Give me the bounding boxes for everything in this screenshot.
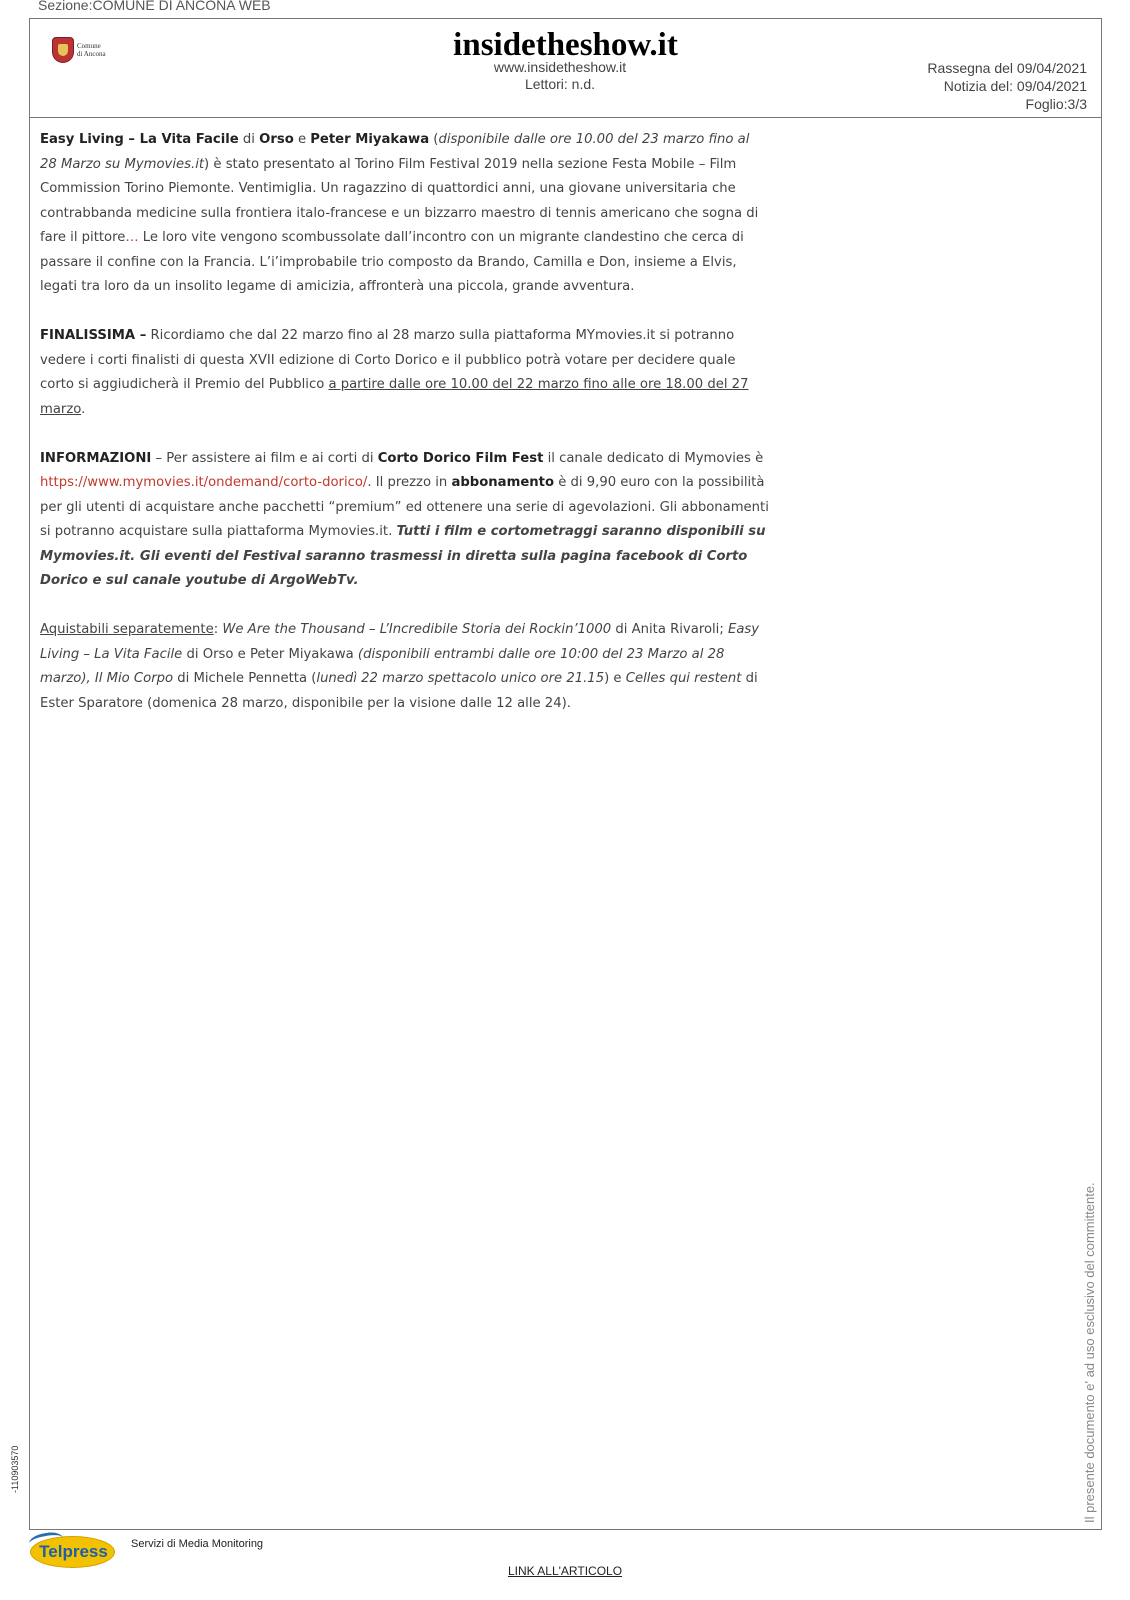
media-monitoring-label: Servizi di Media Monitoring	[131, 1538, 264, 1550]
masthead-title: insidetheshow.it	[453, 27, 678, 63]
logo-text-line-1: Comune	[77, 42, 101, 50]
article-link[interactable]: LINK ALL'ARTICOLO	[507, 1564, 623, 1578]
section-label: Sezione:COMUNE DI ANCONA WEB	[38, 0, 271, 13]
mymovies-link[interactable]: https://www.mymovies.it/ondemand/corto-dorico/	[40, 475, 368, 490]
document-id: -110903570	[10, 1445, 20, 1493]
foglio-page: Foglio:3/3	[1025, 96, 1087, 112]
logo-text-line-2: di Ancona	[77, 50, 106, 58]
paragraph-aquistabili: Aquistabili separatemente: We Are the Thousand – L’Incredibile Storia dei Rockin’1000 di Anita Rivaroli; Easy Living – La Vita Facile di Orso e Peter Miyakawa (disponibili entrambi dalle ore 10:00 del 23 Marzo al 28 marzo), Il Mio Corpo di Michele Pennetta (lunedì 22 marzo spettacolo unico ore 21.15) e Celles qui restent di Ester Sparatore (domenica 28 marzo, disponibile per la visione dalle 12 alle 24).	[40, 622, 760, 711]
readers-count: Lettori: n.d.	[524, 76, 596, 92]
rassegna-date: Rassegna del 09/04/2021	[927, 60, 1087, 76]
paragraph-informazioni: INFORMAZIONI – Per assistere ai film e ai corti di Corto Dorico Film Fest il canale dedicato di Mymovies è https://www.mymovies.it/ondemand/corto-dorico/. Il prezzo in abbonamento è di 9,90 euro con la possibilità per gli utenti di acquistare anche pacchetti “premium” ed ottenere una serie di agevolazioni. Gli abbonamenti si potranno acquistare sulla piattaforma Mymovies.it. Tutti i film e cortometraggi saranno disponibili su Mymovies.it. Gli eventi del Festival saranno trasmessi in diretta sulla pagina facebook di Corto Dorico e sul canale youtube di ArgoWebTv.	[40, 450, 769, 588]
site-url: www.insidetheshow.it	[493, 59, 627, 75]
notizia-date: Notizia del: 09/04/2021	[943, 78, 1087, 94]
disclaimer-side-note: Il presente documento e' ad uso esclusivo del committente.	[1082, 1182, 1097, 1523]
article-body	[40, 128, 770, 741]
paragraph-finalissima: FINALISSIMA – Ricordiamo che dal 22 marzo fino al 28 marzo sulla piattaforma MYmovies.it si potranno vedere i corti finalisti di questa XVII edizione di Corto Dorico e il pubblico potrà votare per decidere quale corto si aggiudicherà il Premio del Pubblico a partire dalle ore 10.00 del 22 marzo fino alle ore 18.00 del 27 marzo.	[40, 328, 749, 417]
telpress-logo-text: Telpress	[39, 1542, 108, 1561]
paragraph-easy-living: Easy Living – La Vita Facile di Orso e Peter Miyakawa (disponibile dalle ore 10.00 del 23 marzo fino al 28 Marzo su Mymovies.it) è stato presentato al Torino Film Festival 2019 nella sezione Festa Mobile – Film Commission Torino Piemonte. Ventimiglia. Un ragazzino di quattordici anni, una giovane universitaria che contrabbanda medicine sulla frontiera italo-francese e un bizzarro maestro di tennis americano che sogna di fare il pittore… Le loro vite vengono scombussolate dall’incontro con un migrante clandestino che cerca di passare il confine con la Francia. L’i’improbabile trio composto da Brando, Camilla e Don, insieme a Elvis, legati tra loro da un insolito legame di amicizia, affronterà una piccola, grande avventura.	[40, 132, 759, 294]
